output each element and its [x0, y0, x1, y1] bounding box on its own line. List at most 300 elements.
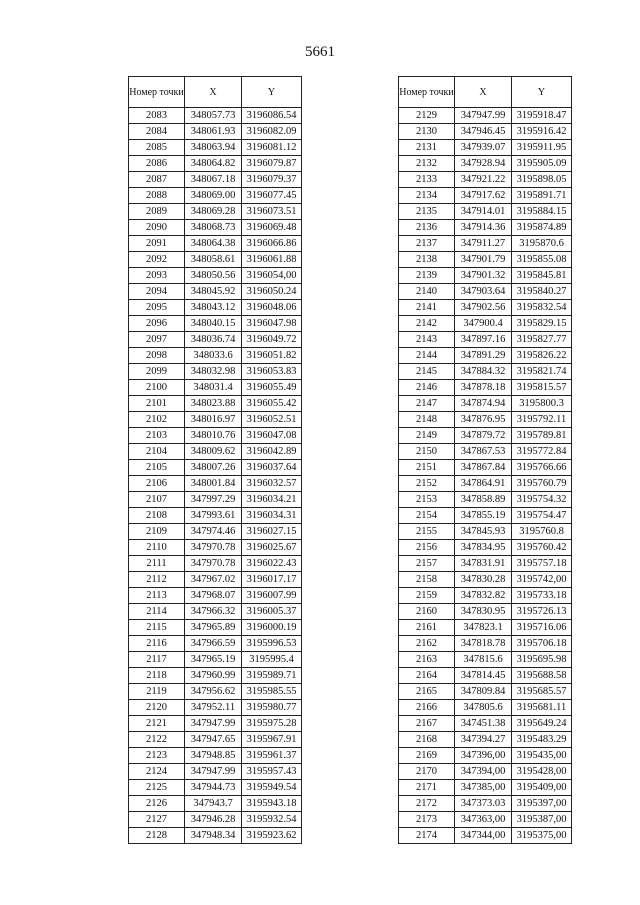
y-cell: 3196047.08	[242, 428, 302, 444]
table-row	[129, 796, 302, 812]
point-number-cell: 2096	[129, 316, 185, 332]
table-row	[129, 300, 302, 316]
point-number-cell: 2105	[129, 460, 185, 476]
point-number-cell: 2097	[129, 332, 185, 348]
y-cell: 3195855.08	[512, 252, 572, 268]
x-cell: 347878.18	[455, 380, 512, 396]
y-cell: 3196051.82	[242, 348, 302, 364]
y-cell: 3196017.17	[242, 572, 302, 588]
header-y: Y	[242, 77, 302, 108]
y-cell: 3196066.86	[242, 236, 302, 252]
x-cell: 348069.00	[185, 188, 242, 204]
table-row	[399, 636, 572, 652]
table-row	[129, 476, 302, 492]
point-number-cell: 2152	[399, 476, 455, 492]
table-row	[129, 412, 302, 428]
point-number-cell: 2169	[399, 748, 455, 764]
y-cell: 3196034.21	[242, 492, 302, 508]
point-number-cell: 2116	[129, 636, 185, 652]
x-cell: 347901.32	[455, 268, 512, 284]
point-number-cell: 2107	[129, 492, 185, 508]
point-number-cell: 2164	[399, 668, 455, 684]
x-cell: 347968.07	[185, 588, 242, 604]
y-cell: 3195870.6	[512, 236, 572, 252]
x-cell: 347947.65	[185, 732, 242, 748]
point-number-cell: 2110	[129, 540, 185, 556]
y-cell: 3195800.3	[512, 396, 572, 412]
header-point-number: Номер точки	[399, 77, 455, 108]
y-cell: 3196061.88	[242, 252, 302, 268]
y-cell: 3195409,00	[512, 780, 572, 796]
table-row	[129, 316, 302, 332]
y-cell: 3195985.55	[242, 684, 302, 700]
table-row	[129, 492, 302, 508]
point-number-cell: 2139	[399, 268, 455, 284]
point-number-cell: 2154	[399, 508, 455, 524]
table-row	[129, 524, 302, 540]
table-row	[129, 636, 302, 652]
table-row	[129, 780, 302, 796]
table-row	[399, 188, 572, 204]
table-row	[129, 556, 302, 572]
point-number-cell: 2142	[399, 316, 455, 332]
table-row	[129, 188, 302, 204]
point-number-cell: 2165	[399, 684, 455, 700]
y-cell: 3196069.48	[242, 220, 302, 236]
point-number-cell: 2159	[399, 588, 455, 604]
y-cell: 3195688.58	[512, 668, 572, 684]
table-row	[129, 268, 302, 284]
table-header-row	[129, 77, 302, 108]
point-number-cell: 2085	[129, 140, 185, 156]
y-cell: 3196086.54	[242, 108, 302, 124]
point-number-cell: 2138	[399, 252, 455, 268]
x-cell: 347946.45	[455, 124, 512, 140]
y-cell: 3195387,00	[512, 812, 572, 828]
table-row	[129, 764, 302, 780]
point-number-cell: 2115	[129, 620, 185, 636]
table-row	[129, 444, 302, 460]
table-row	[399, 780, 572, 796]
table-row	[399, 108, 572, 124]
x-cell: 347344,00	[455, 828, 512, 844]
table-row	[399, 172, 572, 188]
x-cell: 347948.85	[185, 748, 242, 764]
table-row	[129, 620, 302, 636]
table-row	[399, 732, 572, 748]
table-row	[129, 108, 302, 124]
point-number-cell: 2172	[399, 796, 455, 812]
point-number-cell: 2104	[129, 444, 185, 460]
x-cell: 348016.97	[185, 412, 242, 428]
table-row	[399, 828, 572, 844]
y-cell: 3195742,00	[512, 572, 572, 588]
point-number-cell: 2099	[129, 364, 185, 380]
point-number-cell: 2146	[399, 380, 455, 396]
point-number-cell: 2166	[399, 700, 455, 716]
y-cell: 3196055.49	[242, 380, 302, 396]
x-cell: 347891.29	[455, 348, 512, 364]
y-cell: 3195995.4	[242, 652, 302, 668]
x-cell: 347939.07	[455, 140, 512, 156]
y-cell: 3196054,00	[242, 268, 302, 284]
table-row	[399, 156, 572, 172]
point-number-cell: 2134	[399, 188, 455, 204]
x-cell: 347830.95	[455, 604, 512, 620]
table-row	[399, 652, 572, 668]
table-row	[399, 748, 572, 764]
point-number-cell: 2173	[399, 812, 455, 828]
y-cell: 3195760.79	[512, 476, 572, 492]
y-cell: 3195483.29	[512, 732, 572, 748]
table-row	[129, 156, 302, 172]
y-cell: 3196053.83	[242, 364, 302, 380]
table-header-row	[399, 77, 572, 108]
point-number-cell: 2132	[399, 156, 455, 172]
point-number-cell: 2167	[399, 716, 455, 732]
y-cell: 3196047.98	[242, 316, 302, 332]
point-number-cell: 2156	[399, 540, 455, 556]
y-cell: 3196042.89	[242, 444, 302, 460]
x-cell: 348009.62	[185, 444, 242, 460]
point-number-cell: 2093	[129, 268, 185, 284]
x-cell: 347363,00	[455, 812, 512, 828]
table-row	[129, 508, 302, 524]
table-row	[129, 252, 302, 268]
x-cell: 347970.78	[185, 556, 242, 572]
table-row	[129, 604, 302, 620]
table-row	[399, 396, 572, 412]
y-cell: 3195884.15	[512, 204, 572, 220]
y-cell: 3195961.37	[242, 748, 302, 764]
x-cell: 347805.6	[455, 700, 512, 716]
point-number-cell: 2135	[399, 204, 455, 220]
x-cell: 347947.99	[185, 764, 242, 780]
point-number-cell: 2153	[399, 492, 455, 508]
y-cell: 3195989.71	[242, 668, 302, 684]
x-cell: 347914.36	[455, 220, 512, 236]
point-number-cell: 2087	[129, 172, 185, 188]
y-cell: 3196079.87	[242, 156, 302, 172]
y-cell: 3195874.89	[512, 220, 572, 236]
point-number-cell: 2170	[399, 764, 455, 780]
table-row	[399, 668, 572, 684]
x-cell: 347818.78	[455, 636, 512, 652]
point-number-cell: 2171	[399, 780, 455, 796]
point-number-cell: 2149	[399, 428, 455, 444]
x-cell: 347928.94	[455, 156, 512, 172]
x-cell: 347901.79	[455, 252, 512, 268]
x-cell: 347965.19	[185, 652, 242, 668]
table-row	[129, 732, 302, 748]
x-cell: 347834.95	[455, 540, 512, 556]
x-cell: 347967.02	[185, 572, 242, 588]
x-cell: 347845.93	[455, 524, 512, 540]
table-row	[399, 316, 572, 332]
table-row	[399, 524, 572, 540]
y-cell: 3196034.31	[242, 508, 302, 524]
point-number-cell: 2174	[399, 828, 455, 844]
y-cell: 3195975.28	[242, 716, 302, 732]
x-cell: 348069.28	[185, 204, 242, 220]
point-number-cell: 2160	[399, 604, 455, 620]
table-row	[129, 364, 302, 380]
y-cell: 3195754.32	[512, 492, 572, 508]
y-cell: 3196079.37	[242, 172, 302, 188]
y-cell: 3195760.8	[512, 524, 572, 540]
y-cell: 3195649.24	[512, 716, 572, 732]
table-row	[399, 236, 572, 252]
x-cell: 348068.73	[185, 220, 242, 236]
table-row	[129, 668, 302, 684]
point-number-cell: 2129	[399, 108, 455, 124]
point-number-cell: 2143	[399, 332, 455, 348]
y-cell: 3195827.77	[512, 332, 572, 348]
table-row	[399, 700, 572, 716]
point-number-cell: 2098	[129, 348, 185, 364]
point-number-cell: 2123	[129, 748, 185, 764]
table-row	[399, 684, 572, 700]
table-row	[129, 140, 302, 156]
point-number-cell: 2119	[129, 684, 185, 700]
y-cell: 3195375,00	[512, 828, 572, 844]
point-number-cell: 2114	[129, 604, 185, 620]
point-number-cell: 2092	[129, 252, 185, 268]
x-cell: 348031.4	[185, 380, 242, 396]
table-row	[399, 284, 572, 300]
point-number-cell: 2147	[399, 396, 455, 412]
table-row	[399, 252, 572, 268]
header-y: Y	[512, 77, 572, 108]
y-cell: 3196049.72	[242, 332, 302, 348]
point-number-cell: 2150	[399, 444, 455, 460]
y-cell: 3196022.43	[242, 556, 302, 572]
table-row	[399, 604, 572, 620]
x-cell: 347897.16	[455, 332, 512, 348]
y-cell: 3195916.42	[512, 124, 572, 140]
y-cell: 3195695.98	[512, 652, 572, 668]
point-number-cell: 2155	[399, 524, 455, 540]
point-number-cell: 2091	[129, 236, 185, 252]
x-cell: 347809.84	[455, 684, 512, 700]
x-cell: 347830.28	[455, 572, 512, 588]
table-row	[399, 348, 572, 364]
x-cell: 347831.91	[455, 556, 512, 572]
y-cell: 3195681.11	[512, 700, 572, 716]
x-cell: 347974.46	[185, 524, 242, 540]
point-number-cell: 2151	[399, 460, 455, 476]
x-cell: 347965.89	[185, 620, 242, 636]
table-row	[399, 476, 572, 492]
y-cell: 3195733.18	[512, 588, 572, 604]
point-number-cell: 2084	[129, 124, 185, 140]
page-number: 5661	[305, 44, 335, 60]
y-cell: 3195716.06	[512, 620, 572, 636]
point-number-cell: 2144	[399, 348, 455, 364]
x-cell: 347385,00	[455, 780, 512, 796]
x-cell: 347956.62	[185, 684, 242, 700]
y-cell: 3195754.47	[512, 508, 572, 524]
y-cell: 3195943.18	[242, 796, 302, 812]
table-row	[399, 588, 572, 604]
y-cell: 3195760.42	[512, 540, 572, 556]
x-cell: 347396,00	[455, 748, 512, 764]
table-row	[399, 572, 572, 588]
y-cell: 3195829.15	[512, 316, 572, 332]
x-cell: 347946.28	[185, 812, 242, 828]
y-cell: 3195757.18	[512, 556, 572, 572]
table-row	[129, 204, 302, 220]
point-number-cell: 2148	[399, 412, 455, 428]
y-cell: 3195932.54	[242, 812, 302, 828]
table-row	[399, 796, 572, 812]
point-number-cell: 2163	[399, 652, 455, 668]
x-cell: 347943.7	[185, 796, 242, 812]
table-row	[129, 460, 302, 476]
x-cell: 348064.82	[185, 156, 242, 172]
point-number-cell: 2162	[399, 636, 455, 652]
x-cell: 348064.38	[185, 236, 242, 252]
y-cell: 3195706.18	[512, 636, 572, 652]
point-number-cell: 2102	[129, 412, 185, 428]
y-cell: 3195957.43	[242, 764, 302, 780]
x-cell: 347394,00	[455, 764, 512, 780]
x-cell: 348023.88	[185, 396, 242, 412]
point-number-cell: 2137	[399, 236, 455, 252]
x-cell: 348007.26	[185, 460, 242, 476]
point-number-cell: 2157	[399, 556, 455, 572]
x-cell: 347884.32	[455, 364, 512, 380]
table-row	[399, 764, 572, 780]
header-x: X	[185, 77, 242, 108]
y-cell: 3195967.91	[242, 732, 302, 748]
point-number-cell: 2120	[129, 700, 185, 716]
table-row	[399, 508, 572, 524]
x-cell: 347948.34	[185, 828, 242, 844]
x-cell: 347917.62	[455, 188, 512, 204]
table-row	[399, 300, 572, 316]
point-number-cell: 2109	[129, 524, 185, 540]
point-number-cell: 2158	[399, 572, 455, 588]
y-cell: 3196007.99	[242, 588, 302, 604]
y-cell: 3195789.81	[512, 428, 572, 444]
table-row	[129, 396, 302, 412]
y-cell: 3196055.42	[242, 396, 302, 412]
point-number-cell: 2113	[129, 588, 185, 604]
point-number-cell: 2121	[129, 716, 185, 732]
table-row	[129, 332, 302, 348]
point-number-cell: 2094	[129, 284, 185, 300]
x-cell: 348001.84	[185, 476, 242, 492]
y-cell: 3195996.53	[242, 636, 302, 652]
table-row	[129, 236, 302, 252]
point-number-cell: 2130	[399, 124, 455, 140]
table-row	[399, 124, 572, 140]
point-number-cell: 2090	[129, 220, 185, 236]
y-cell: 3196082.09	[242, 124, 302, 140]
point-number-cell: 2111	[129, 556, 185, 572]
y-cell: 3195949.54	[242, 780, 302, 796]
y-cell: 3196037.64	[242, 460, 302, 476]
x-cell: 347876.95	[455, 412, 512, 428]
x-cell: 347814.45	[455, 668, 512, 684]
table-row	[129, 812, 302, 828]
x-cell: 347903.64	[455, 284, 512, 300]
x-cell: 347867.53	[455, 444, 512, 460]
point-number-cell: 2100	[129, 380, 185, 396]
table-row	[399, 620, 572, 636]
table-row	[129, 284, 302, 300]
point-number-cell: 2136	[399, 220, 455, 236]
x-cell: 347944.73	[185, 780, 242, 796]
y-cell: 3196025.67	[242, 540, 302, 556]
table-row	[129, 716, 302, 732]
y-cell: 3195840.27	[512, 284, 572, 300]
point-number-cell: 2128	[129, 828, 185, 844]
coordinates-table-left	[128, 76, 302, 844]
table-row	[129, 124, 302, 140]
table-row	[129, 220, 302, 236]
y-cell: 3196027.15	[242, 524, 302, 540]
y-cell: 3195923.62	[242, 828, 302, 844]
table-row	[129, 652, 302, 668]
x-cell: 347867.84	[455, 460, 512, 476]
x-cell: 347947.99	[455, 108, 512, 124]
table-row	[129, 540, 302, 556]
point-number-cell: 2101	[129, 396, 185, 412]
x-cell: 347823.1	[455, 620, 512, 636]
table-row	[129, 700, 302, 716]
y-cell: 3195832.54	[512, 300, 572, 316]
table-row	[399, 812, 572, 828]
y-cell: 3195397,00	[512, 796, 572, 812]
table-row	[399, 412, 572, 428]
y-cell: 3196005.37	[242, 604, 302, 620]
table-row	[399, 220, 572, 236]
y-cell: 3195428,00	[512, 764, 572, 780]
y-cell: 3195435,00	[512, 748, 572, 764]
y-cell: 3196073.51	[242, 204, 302, 220]
x-cell: 348050.56	[185, 268, 242, 284]
x-cell: 348043.12	[185, 300, 242, 316]
point-number-cell: 2126	[129, 796, 185, 812]
y-cell: 3195726.13	[512, 604, 572, 620]
point-number-cell: 2112	[129, 572, 185, 588]
x-cell: 347921.22	[455, 172, 512, 188]
x-cell: 348058.61	[185, 252, 242, 268]
table-row	[399, 716, 572, 732]
table-row	[129, 572, 302, 588]
x-cell: 348036.74	[185, 332, 242, 348]
table-row	[129, 172, 302, 188]
y-cell: 3195845.81	[512, 268, 572, 284]
point-number-cell: 2127	[129, 812, 185, 828]
table-row	[129, 748, 302, 764]
y-cell: 3195891.71	[512, 188, 572, 204]
y-cell: 3195980.77	[242, 700, 302, 716]
y-cell: 3196077.45	[242, 188, 302, 204]
x-cell: 347947.99	[185, 716, 242, 732]
x-cell: 347966.32	[185, 604, 242, 620]
table-row	[399, 428, 572, 444]
y-cell: 3195911.95	[512, 140, 572, 156]
x-cell: 348032.98	[185, 364, 242, 380]
x-cell: 348045.92	[185, 284, 242, 300]
x-cell: 347952.11	[185, 700, 242, 716]
x-cell: 347997.29	[185, 492, 242, 508]
y-cell: 3195772.84	[512, 444, 572, 460]
point-number-cell: 2086	[129, 156, 185, 172]
